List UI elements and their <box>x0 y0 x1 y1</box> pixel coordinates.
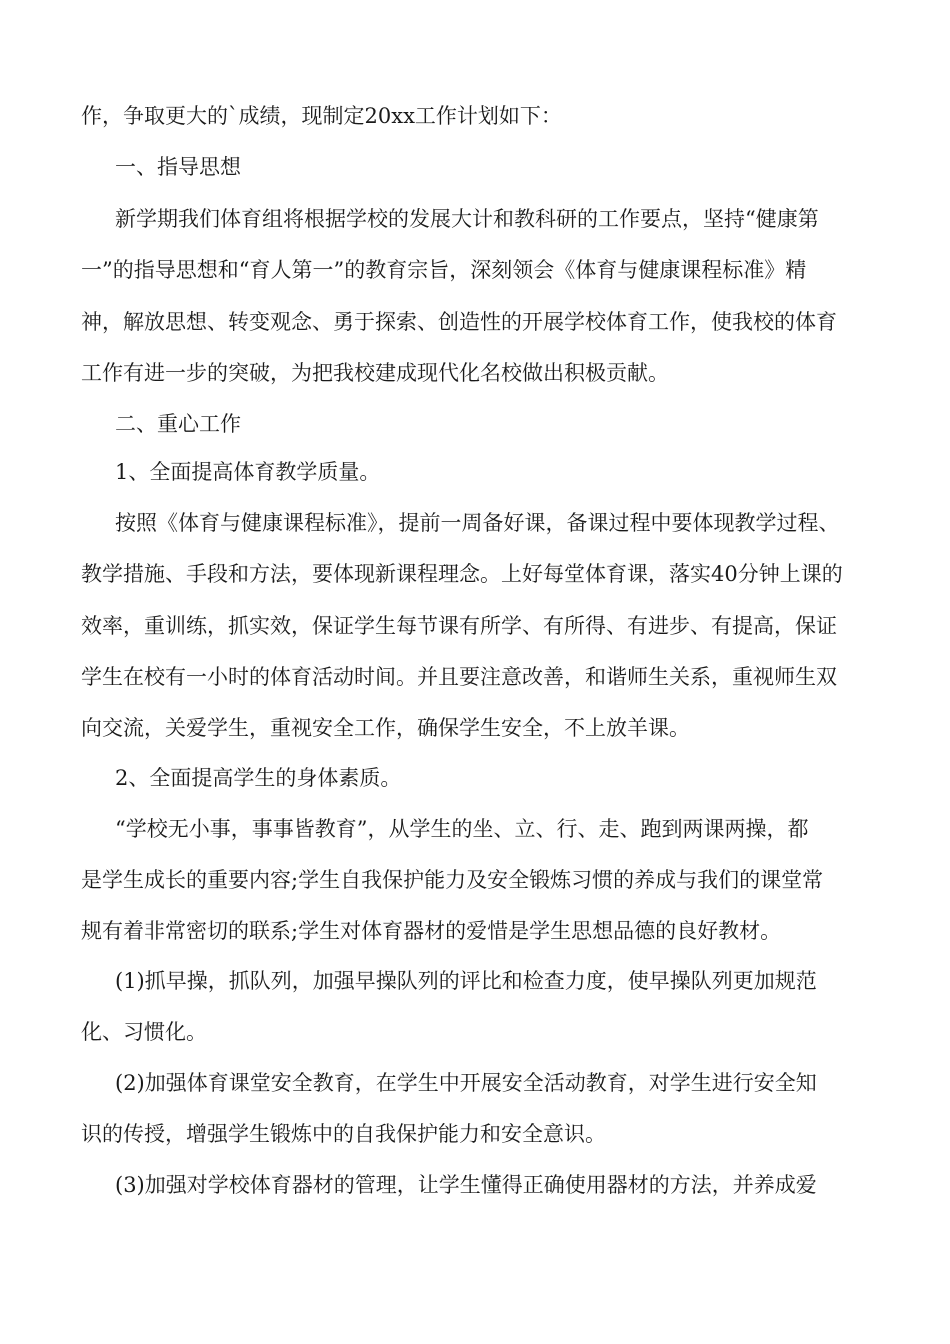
list-item-text <box>0 1066 950 1100</box>
text-line-content: 作，争取更大的`成绩，现制定20xx工作计划如下： <box>81 104 562 128</box>
text-line <box>0 711 950 745</box>
text-line <box>0 253 950 287</box>
text-line <box>0 305 950 339</box>
text-line-content: 学生在校有一小时的体育活动时间。并且要注意改善，和谐师生关系，重视师生双 <box>81 665 837 689</box>
section-heading <box>0 407 950 441</box>
text-line-content: 效率，重训练，抓实效，保证学生每节课有所学、有所得、有进步、有提高，保证 <box>81 614 837 638</box>
text-line <box>0 99 950 133</box>
list-item-content: 化、习惯化。 <box>81 1020 207 1044</box>
subsection-heading-text: 2、全面提高学生的身体素质。 <box>115 766 402 790</box>
text-line <box>0 202 950 236</box>
text-line <box>0 356 950 390</box>
subsection-heading-text: 1、全面提高体育教学质量。 <box>115 460 381 484</box>
subsection-heading <box>0 455 950 489</box>
text-line-content: 是学生成长的重要内容;学生自我保护能力及安全锻炼习惯的养成与我们的课堂常 <box>81 868 824 892</box>
list-item-content: (1)抓早操，抓队列，加强早操队列的评比和检查力度，使早操队列更加规范 <box>115 969 817 993</box>
text-line-content: 神，解放思想、转变观念、勇于探索、创造性的开展学校体育工作，使我校的体育 <box>81 310 837 334</box>
text-line-content: “学校无小事，事事皆教育”，从学生的坐、立、行、走、跑到两课两操，都 <box>115 817 809 841</box>
text-line-content: 新学期我们体育组将根据学校的发展大计和教科研的工作要点，坚持“健康第 <box>115 207 819 231</box>
section-heading-text: 二、重心工作 <box>115 412 241 436</box>
text-line-content: 工作有进一步的突破，为把我校建成现代化名校做出积极贡献。 <box>81 361 669 385</box>
text-line <box>0 660 950 694</box>
text-line <box>0 609 950 643</box>
list-item-text <box>0 1015 950 1049</box>
text-line-content: 向交流，关爱学生，重视安全工作，确保学生安全，不上放羊课。 <box>81 716 690 740</box>
section-heading-text: 一、指导思想 <box>115 155 241 179</box>
list-item-content: (2)加强体育课堂安全教育，在学生中开展安全活动教育，对学生进行安全知 <box>115 1071 817 1095</box>
list-item-text <box>0 1117 950 1151</box>
list-item-content: (3)加强对学校体育器材的管理，让学生懂得正确使用器材的方法，并养成爱 <box>115 1173 817 1197</box>
text-line <box>0 863 950 897</box>
text-line <box>0 557 950 591</box>
subsection-heading <box>0 761 950 795</box>
list-item-content: 识的传授，增强学生锻炼中的自我保护能力和安全意识。 <box>81 1122 606 1146</box>
text-line <box>0 914 950 948</box>
list-item-text <box>0 964 950 998</box>
text-line-content: 教学措施、手段和方法，要体现新课程理念。上好每堂体育课，落实40分钟上课的 <box>81 562 843 586</box>
text-line <box>0 506 950 540</box>
list-item-text <box>0 1168 950 1202</box>
text-line-content: 按照《体育与健康课程标准》，提前一周备好课，备课过程中要体现教学过程、 <box>115 511 840 535</box>
text-line-content: 规有着非常密切的联系;学生对体育器材的爱惜是学生思想品德的良好教材。 <box>81 919 782 943</box>
text-line <box>0 812 950 846</box>
section-heading <box>0 150 950 184</box>
text-line-content: 一”的指导思想和“育人第一”的教育宗旨，深刻领会《体育与健康课程标准》精 <box>81 258 807 282</box>
